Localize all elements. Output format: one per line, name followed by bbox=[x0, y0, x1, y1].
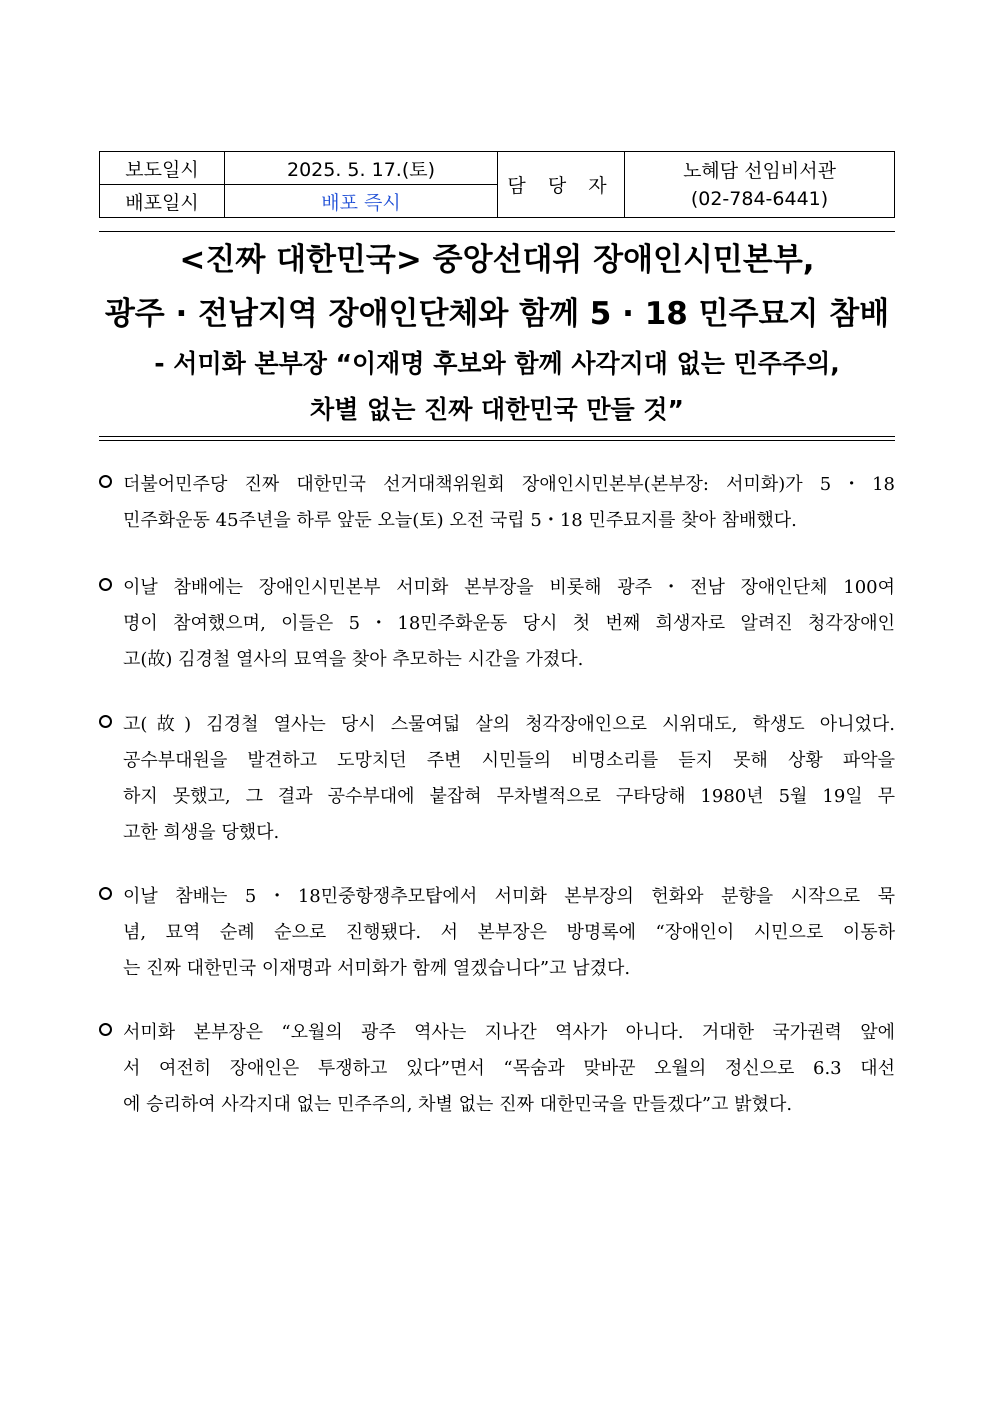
paragraph-line: 고한 희생을 당했다. bbox=[123, 822, 280, 843]
paragraph-line: 민주화운동 45주년을 하루 앞둔 오늘(토) 오전 국립 5・18 민주묘지를 찾아 참배했다. bbox=[123, 510, 797, 531]
subtitle-line-2: 차별 없는 진짜 대한민국 만들 것” bbox=[310, 395, 684, 424]
paragraph-4 bbox=[99, 879, 895, 987]
paragraph-5 bbox=[99, 1015, 895, 1123]
paragraph-line: 이날 참배에는 장애인시민본부 서미화 본부장을 비롯해 광주・전남 장애인단체 100여 bbox=[123, 577, 895, 598]
title-bottom-rule-1 bbox=[99, 436, 895, 437]
circle-bullet-icon bbox=[99, 475, 112, 488]
release-value: 배포 즉시 bbox=[225, 185, 498, 218]
title-line-2: 광주 · 전남지역 장애인단체와 함께 5 · 18 민주묘지 참배 bbox=[104, 296, 890, 332]
title-line-1: <진짜 대한민국> 중앙선대위 장애인시민본부, bbox=[179, 242, 815, 278]
paragraph-line: 이날 참배는 5・18민중항쟁추모탑에서 서미화 본부장의 헌화와 분향을 시작으로 묵 bbox=[123, 886, 895, 907]
contact-label: 담 당 자 bbox=[498, 152, 625, 218]
circle-bullet-icon bbox=[99, 578, 112, 591]
release-label: 배포일시 bbox=[100, 185, 225, 218]
paragraph-line: 명이 참여했으며, 이들은 5・18민주화운동 당시 첫 번째 희생자로 알려진 청각장애인 bbox=[123, 613, 895, 634]
contact-info bbox=[625, 152, 895, 218]
paragraph-line: 서 여전히 장애인은 투쟁하고 있다”면서 “목숨과 맞바꾼 오월의 정신으로 6.3 대선 bbox=[123, 1058, 895, 1079]
paragraph-line: 더불어민주당 진짜 대한민국 선거대책위원회 장애인시민본부(본부장: 서미화)가 5・18 bbox=[123, 474, 895, 495]
paragraph-line: 서미화 본부장은 “오월의 광주 역사는 지나간 역사가 아니다. 거대한 국가권력 앞에 bbox=[123, 1022, 895, 1043]
title-bottom-rule-2 bbox=[99, 440, 895, 441]
paragraph-1 bbox=[99, 467, 895, 539]
paragraph-2 bbox=[99, 570, 895, 678]
paragraph-line: 는 진짜 대한민국 이재명과 서미화가 함께 열겠습니다”고 남겼다. bbox=[123, 958, 631, 979]
contact-name: 노혜담 선임비서관 bbox=[683, 159, 836, 182]
subtitle-line-1: - 서미화 본부장 “이재명 후보와 함께 사각지대 없는 민주주의, bbox=[154, 349, 840, 378]
circle-bullet-icon bbox=[99, 887, 112, 900]
circle-bullet-icon bbox=[99, 715, 112, 728]
paragraph-3 bbox=[99, 707, 895, 851]
paragraph-line: 념, 묘역 순례 순으로 진행됐다. 서 본부장은 방명록에 “장애인이 시민으로 이동하 bbox=[123, 922, 895, 943]
paragraph-line: 고(故) 김경철 열사의 묘역을 찾아 추모하는 시간을 가졌다. bbox=[123, 649, 584, 670]
report-date: 2025. 5. 17.(토) bbox=[225, 152, 498, 185]
paragraph-line: 고(故) 김경철 열사는 당시 스물여덟 살의 청각장애인으로 시위대도, 학생도 아니었다. bbox=[123, 714, 895, 735]
paragraph-line: 하지 못했고, 그 결과 공수부대에 붙잡혀 무차별적으로 구타당해 1980년 5월 19일 무 bbox=[123, 786, 895, 807]
contact-phone: (02-784-6441) bbox=[690, 187, 829, 210]
circle-bullet-icon bbox=[99, 1023, 112, 1036]
paragraph-line: 공수부대원을 발견하고 도망치던 주변 시민들의 비명소리를 듣지 못해 상황 파악을 bbox=[123, 750, 895, 771]
title-top-rule bbox=[99, 231, 895, 232]
press-info-table bbox=[99, 151, 895, 218]
report-date-label: 보도일시 bbox=[100, 152, 225, 185]
paragraph-line: 에 승리하여 사각지대 없는 민주주의, 차별 없는 진짜 대한민국을 만들겠다”고 밝혔다. bbox=[123, 1094, 793, 1115]
